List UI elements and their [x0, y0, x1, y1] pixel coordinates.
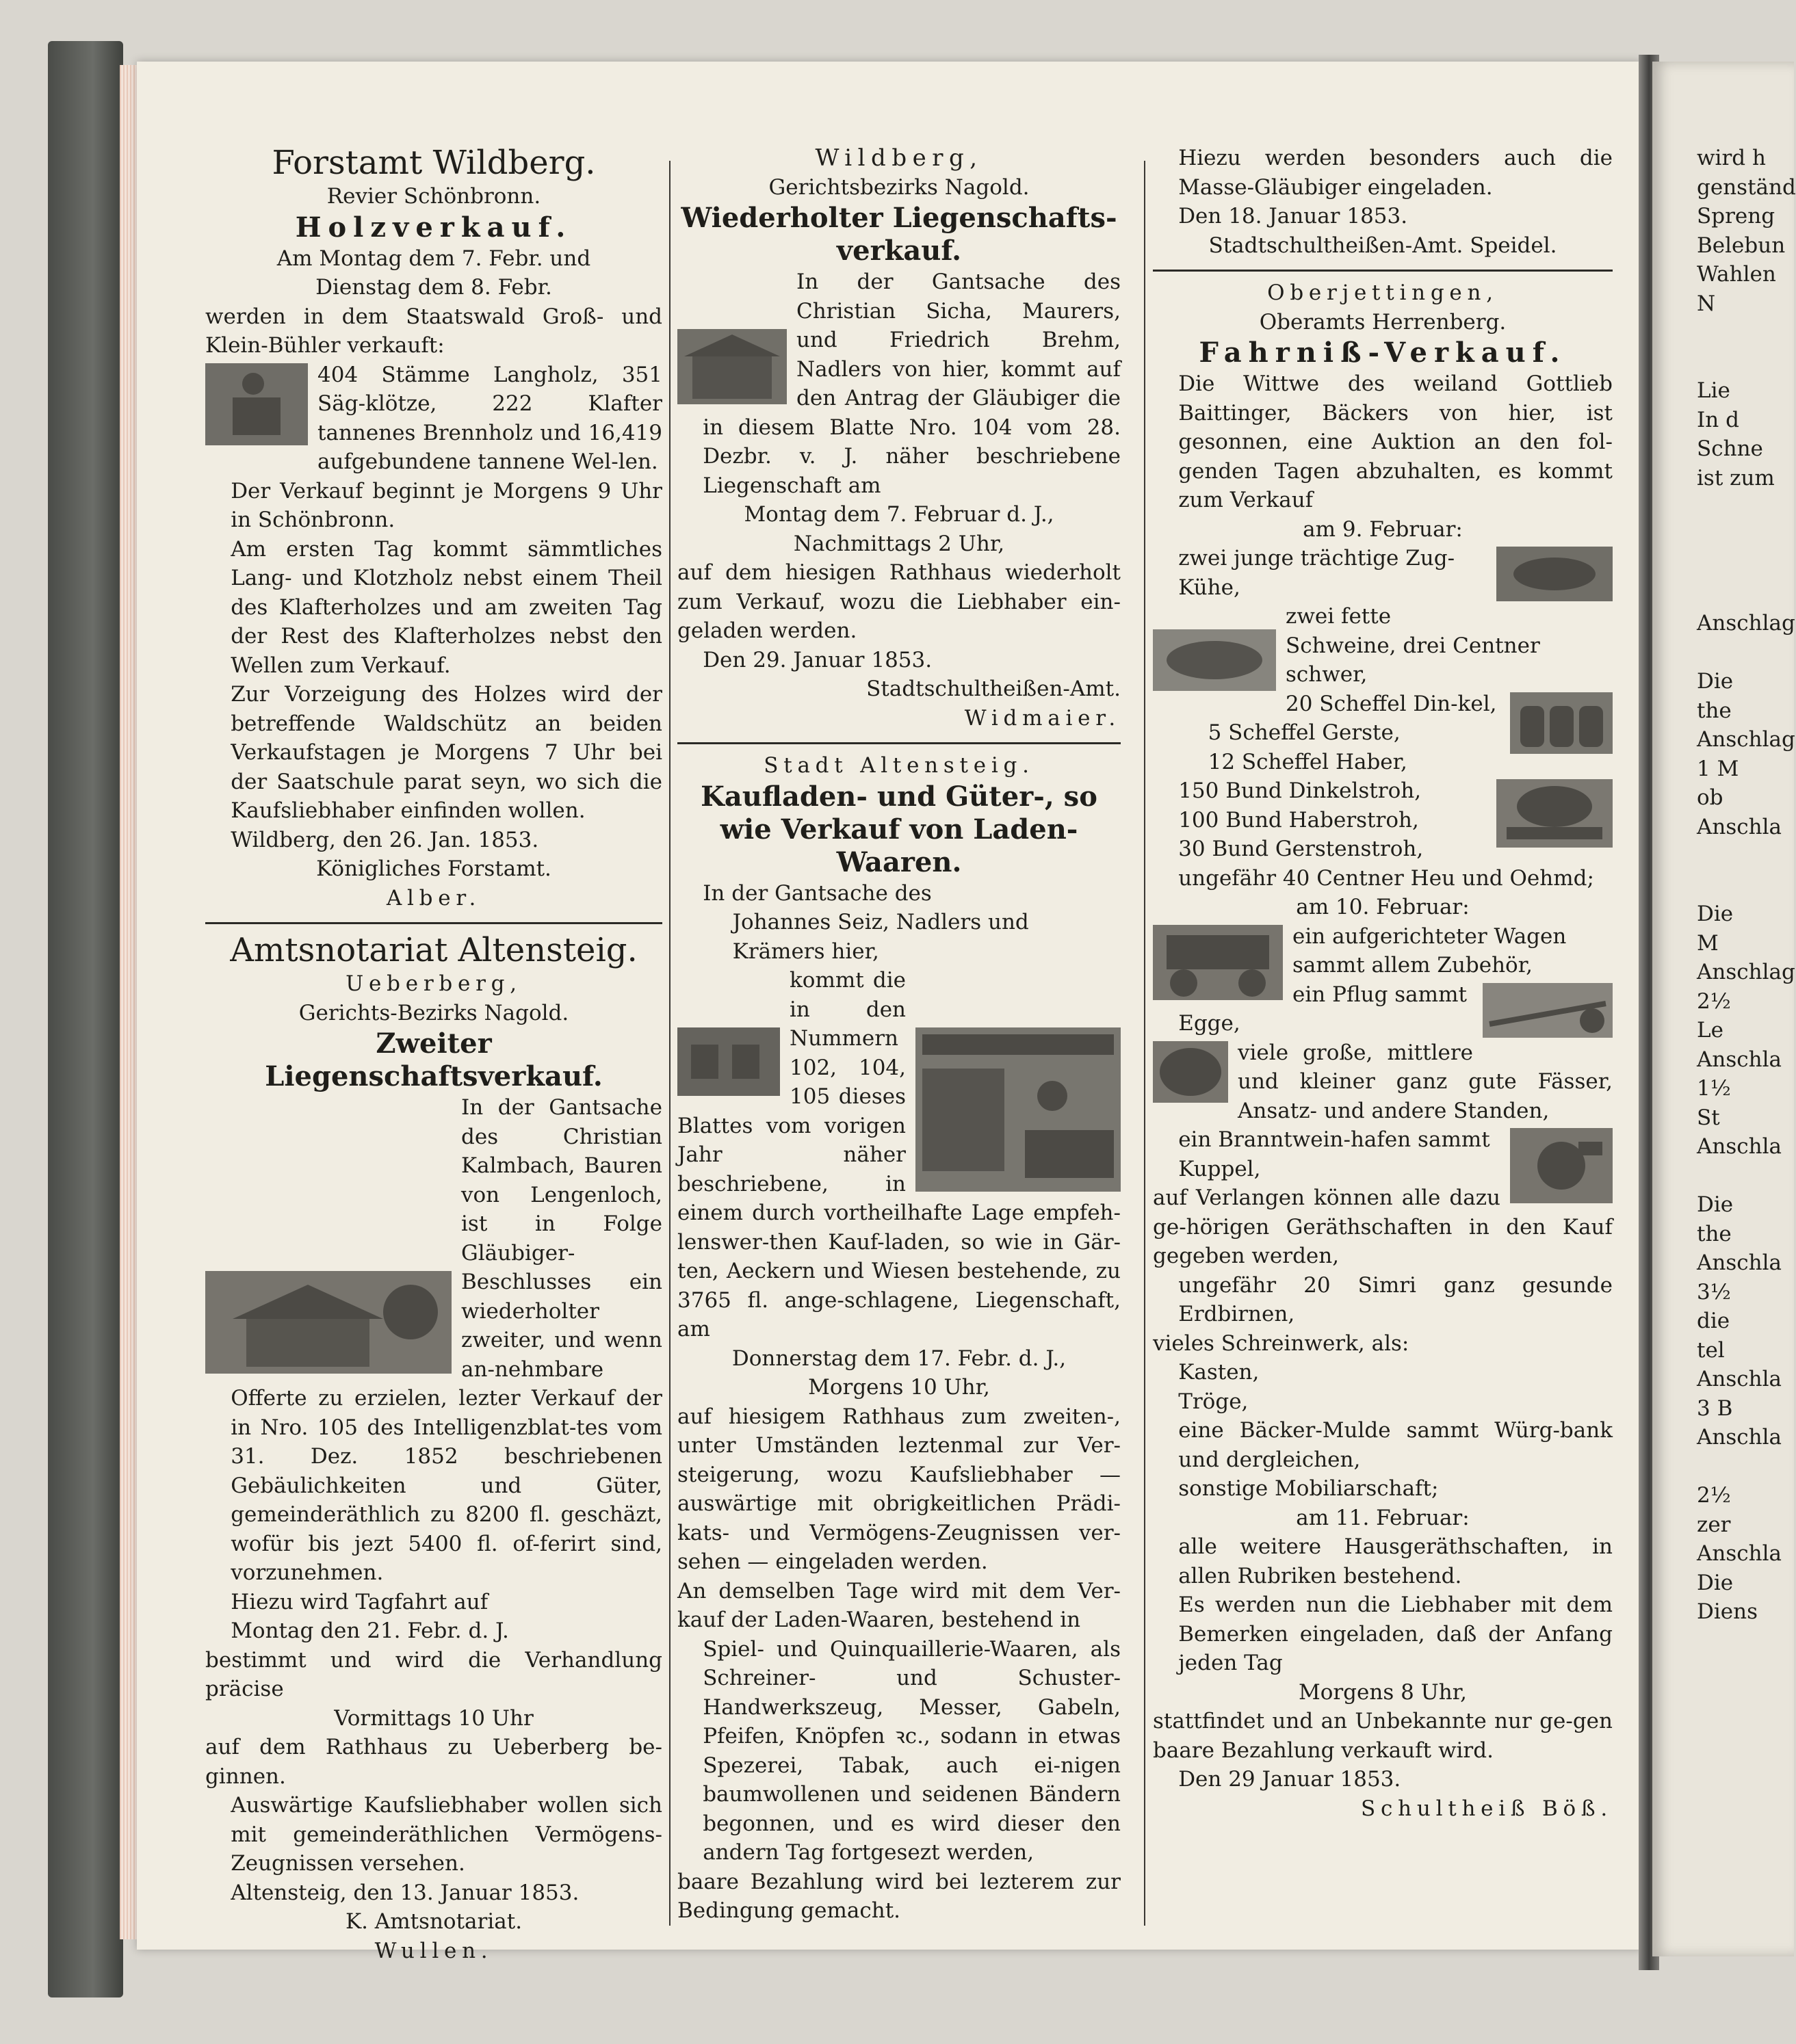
auction-date: Montag dem 7. Februar d. J., — [744, 502, 1054, 527]
facing-page-line: the — [1697, 698, 1732, 723]
goods-item: ein Branntwein-hafen sammt Kuppel, — [1178, 1127, 1490, 1181]
cow-illustration — [1496, 547, 1613, 601]
notice-text: Es werden nun die Liebhaber mit dem Bemerken eingeladen, daß der Anfang jeden Tag — [1178, 1593, 1613, 1675]
goods-item: auf Verlangen können alle dazu ge-hörigen Geräthschaften in den Kauf gegeben werden, — [1153, 1185, 1613, 1268]
auction-time: Nachmittags 2 Uhr, — [793, 531, 1005, 556]
column-2 — [677, 144, 1121, 1922]
goods-item: sonstige Mobiliarschaft; — [1178, 1476, 1439, 1501]
facing-page-line: Anschla — [1697, 1541, 1782, 1566]
farmhouse-illustration — [205, 1271, 452, 1374]
sale-date: Dienstag dem 8. Febr. — [315, 275, 552, 300]
facing-page-line: Le — [1697, 1018, 1723, 1043]
facing-page-line: Anschla — [1697, 814, 1782, 839]
facing-page-line — [1697, 841, 1794, 871]
notice-wildberg-liegenschaft — [677, 144, 1121, 733]
signature: Widmaier. — [964, 705, 1121, 731]
grain-sacks-illustration — [1510, 692, 1613, 754]
facing-page-line: Lie — [1697, 378, 1730, 403]
facing-page-line: Anschla — [1697, 1047, 1782, 1072]
issuing-office: Stadtschultheißen-Amt. Speidel. — [1208, 233, 1557, 258]
notice-place: Stadt Altensteig. — [764, 753, 1034, 778]
notice-text: Die Wittwe des weiland Gottlieb Baittinger, Bäckers von hier, ist gesonnen, eine Auktion an den fol-genden Tagen abzuhalten, es kommt zum Verkauf — [1178, 371, 1613, 512]
column-3 — [1153, 144, 1613, 1922]
facing-page-line: 2½ — [1697, 1483, 1731, 1508]
facing-page-line: Spreng — [1697, 204, 1775, 228]
notice-text: Der Verkauf beginnt je Morgens 9 Uhr in Schönbronn. — [231, 478, 662, 532]
facing-page-line — [1697, 580, 1794, 610]
notice-text: kommt die in den Nummern 102, 104, 105 dieses Blattes vom vorigen Jahr näher beschriebene, in einem durch vortheilhafte Lage empfeh-lenswer-then Kauf-laden, so wie in Gär-ten, Aeckern und Wiesen bestehende, zu 3765 fl. ange-schlagene, Liegenschaft, am — [677, 968, 1121, 1341]
goods-item: ein aufgerichteter Wagen sammt allem Zubehör, — [1292, 923, 1567, 978]
notice-text: Am ersten Tag kommt sämmtliches Lang- und Klotzholz nebst einem Theil des Klafterholzes und am zweiten Tag der Rest des Klafterholzes nebst den Wellen zum Verkauf. — [231, 536, 662, 678]
facing-page-line: In d — [1697, 407, 1739, 432]
facing-page-line: Anschla — [1697, 1250, 1782, 1275]
notice-text: auf dem hiesigen Rathhaus wiederholt zum Verkauf, wozu die Liebhaber ein-geladen werden. — [677, 560, 1121, 643]
notice-date: Den 18. Januar 1853. — [1178, 204, 1408, 228]
still-illustration — [1510, 1128, 1613, 1203]
facing-page-line: Anschlag — [1697, 611, 1795, 636]
facing-page-line: ist zum — [1697, 465, 1775, 490]
facing-page-line: St — [1697, 1105, 1720, 1130]
auction-date: Donnerstag dem 17. Febr. d. J., — [731, 1346, 1067, 1371]
shop-interior-illustration — [915, 1027, 1121, 1192]
notice-text: In der Gantsache des Christian Sicha, Maurers, und Friedrich Brehm, Nadlers von hier, kommt auf den Antrag der Gläubiger die in diesem Blatte Nro. 104 vom 28. Dezbr. v. J. näher beschriebene Liegenschaft am — [703, 270, 1121, 498]
notice-district: Gerichts-Bezirks Nagold. — [298, 1000, 569, 1025]
issuing-office: Stadtschultheißen-Amt. — [866, 677, 1121, 701]
notice-place: Wildberg, — [815, 144, 983, 172]
sale-date: Am Montag dem 7. Febr. und — [276, 246, 591, 271]
notice-district: Oberamts Herrenberg. — [1259, 309, 1507, 335]
facing-page-line: Schne — [1697, 436, 1763, 461]
goods-item: 5 Scheffel Gerste, — [1208, 720, 1401, 745]
notice-text: bestimmt und wird die Verhandlung präcise — [205, 1647, 662, 1701]
notice-title: Amtsnotariat Altensteig. — [230, 931, 638, 969]
facing-page-line: 2½ — [1697, 988, 1731, 1014]
notice-oberjettingen — [1153, 278, 1613, 1823]
column-rule — [669, 161, 671, 1926]
notice-continuation — [1153, 144, 1613, 260]
facing-page-line: Anschlag — [1697, 960, 1795, 984]
notice-subtitle: Revier Schönbronn. — [326, 184, 541, 209]
notice-text: An demselben Tage wird mit dem Ver-kauf der Laden-Waaren, bestehend in — [677, 1578, 1121, 1632]
goods-item: alle weitere Hausgeräthschaften, in allen Rubriken bestehend. — [1178, 1534, 1613, 1588]
facing-page-line: 1½ — [1697, 1076, 1731, 1101]
notice-text: auf dem Rathhaus zu Ueberberg be-ginnen. — [205, 1735, 662, 1789]
facing-page-line: Die — [1697, 1570, 1734, 1595]
auction-time: Vormittags 10 Uhr — [334, 1705, 534, 1731]
notice-stadt-altensteig — [677, 751, 1121, 1926]
signature: Schultheiß Böß. — [1361, 1796, 1613, 1821]
auction-date: Montag den 21. Febr. d. J. — [231, 1619, 509, 1643]
auction-time: Morgens 8 Uhr, — [1298, 1679, 1468, 1705]
signature: Wullen. — [374, 1938, 493, 1963]
goods-item: ein Pflug sammt Egge, — [1178, 982, 1467, 1036]
house-illustration — [677, 329, 787, 404]
haystack-illustration — [1496, 779, 1613, 848]
facing-page-line — [1697, 493, 1794, 522]
notice-text: 404 Stämme Langholz, 351 Säg-klötze, 222 Klafter tannenes Brennholz und 16,419 aufgebundene tannene Wel-len. — [317, 362, 662, 474]
facing-page-line — [1697, 1162, 1794, 1191]
auction-time: Morgens 10 Uhr, — [808, 1375, 990, 1400]
notice-place: Oberjettingen, — [1267, 280, 1498, 305]
notice-text: werden in dem Staatswald Groß- und Klein-Bühler verkauft: — [205, 304, 662, 358]
facing-page-line: wird h — [1697, 146, 1766, 170]
facing-page-line: 3 B — [1697, 1396, 1733, 1421]
barrel-illustration — [1153, 1041, 1228, 1103]
woodcutter-illustration — [205, 363, 308, 445]
facing-page-line: Anschla — [1697, 1367, 1782, 1391]
facing-page-line: tel — [1697, 1337, 1725, 1363]
facing-page-line: Wahlen — [1697, 262, 1776, 287]
goods-item: 12 Scheffel Haber, — [1208, 749, 1407, 774]
notice-text: In der Gantsache des — [703, 880, 932, 906]
facing-page-line: die — [1697, 1309, 1730, 1333]
column-1 — [205, 144, 662, 1963]
facing-page-line — [1697, 1452, 1794, 1482]
facing-page-line: 3½ — [1697, 1279, 1731, 1305]
facing-page-line: N — [1697, 291, 1716, 316]
facing-page-column — [1697, 144, 1794, 1922]
notice-heading: Wiederholter Liegenschafts-verkauf. — [681, 202, 1117, 267]
notice-district: Gerichtsbezirks Nagold. — [768, 174, 1030, 200]
goods-item: eine Bäcker-Mulde sammt Würg-bank und dergleichen, — [1178, 1418, 1613, 1472]
goods-item: Tröge, — [1178, 1389, 1249, 1414]
pig-illustration — [1153, 629, 1276, 691]
notice-place: Ueberberg, — [346, 971, 522, 996]
notice-heading: Kaufladen- und Güter-, so wie Verkauf von Laden-Waaren. — [701, 780, 1097, 878]
wagon-illustration — [1153, 925, 1283, 1000]
sale-day: am 10. Februar: — [1296, 895, 1470, 919]
facing-page-line: Die — [1697, 1192, 1734, 1217]
goods-item: Kasten, — [1178, 1360, 1260, 1385]
notice-text: Hiezu werden besonders auch die Masse-Gläubiger eingeladen. — [1178, 146, 1613, 200]
notice-date: Den 29 Januar 1853. — [1178, 1767, 1401, 1792]
notice-heading: Fahrniß-Verkauf. — [1199, 337, 1567, 369]
facing-page-line — [1697, 871, 1794, 900]
issuing-office: Königliches Forstamt. — [316, 856, 551, 881]
plough-illustration — [1483, 983, 1613, 1038]
sale-day: am 11. Februar: — [1296, 1505, 1470, 1530]
facing-page-line: the — [1697, 1221, 1732, 1246]
facing-page-line — [1697, 551, 1794, 580]
section-divider — [205, 922, 662, 924]
notice-text: In der Gantsache des Christian Kalmbach, Bauren von Lengenloch, ist in Folge Gläubiger-Beschlusses ein wiederholter zweiter, und wenn an-nehmbare Offerte zu erzielen, lezter Verkauf der in Nro. 105 des Intelligenzblat-tes vom 31. Dez. 1852 beschriebenen Gebäulichkeiten und Güter, gemeinderäthlich zu 8200 fl. geschäzt, wofür bis jezt 5400 fl. of-ferirt sind, vorzunehmen. — [231, 1095, 662, 1585]
column-rule — [1144, 161, 1145, 1926]
facing-page-fragments — [1697, 144, 1794, 1627]
facing-page-line — [1697, 318, 1794, 348]
notice-text: Zur Vorzeigung des Holzes wird der betreffende Waldschütz an beiden Verkaufstagen je Morgens 7 Uhr bei der Saatschule parat seyn, wo sich die Kaufsliebhaber einfinden wollen. — [231, 682, 662, 823]
facing-page-line: Anschla — [1697, 1134, 1782, 1159]
issuing-office: K. Amtsnotariat. — [345, 1909, 523, 1934]
goods-item: 150 Bund Dinkelstroh, — [1178, 778, 1422, 803]
goods-item: viele große, mittlere und kleiner ganz gute Fässer, Ansatz- und andere Standen, — [1238, 1040, 1613, 1123]
goods-item: zwei fette Schweine, drei Centner schwer, — [1286, 604, 1540, 687]
notice-heading: Holzverkauf. — [295, 211, 573, 244]
facing-page-line: Anschla — [1697, 1425, 1782, 1450]
notice-date: Den 29. Januar 1853. — [703, 647, 933, 672]
goods-item: vieles Schreinwerk, als: — [1153, 1331, 1409, 1356]
notice-text: Hiezu wird Tagfahrt auf — [231, 1589, 489, 1614]
goods-item: ungefähr 40 Centner Heu und Oehmd; — [1178, 865, 1594, 891]
place-date: Altensteig, den 13. Januar 1853. — [231, 1880, 580, 1905]
facing-page-line: ob — [1697, 785, 1723, 810]
notice-text: stattfindet und an Unbekannte nur ge-gen baare Bezahlung verkauft wird. — [1153, 1709, 1613, 1763]
place-date: Wildberg, den 26. Jan. 1853. — [231, 827, 539, 852]
notice-text: auf hiesigem Rathhaus zum zweiten-, unter Umständen leztenmal zur Ver-steigerung, wozu Kaufsliebhaber — auswärtige mit obrigkeitlichen Prädi-kats- und Vermögens-Zeugnissen ver-sehen — eingeladen werden. — [677, 1404, 1121, 1574]
storefront-illustration — [677, 1027, 780, 1096]
goods-item: 100 Bund Haberstroh, — [1178, 807, 1419, 833]
facing-page-line: M — [1697, 930, 1719, 956]
notice-amtsnotariat-altensteig — [205, 931, 662, 1965]
notice-text: baare Bezahlung wird bei lezterem zur Bedingung gemacht. — [677, 1869, 1121, 1923]
facing-page-line: Die — [1697, 669, 1734, 694]
notice-heading: Zweiter Liegenschaftsverkauf. — [265, 1027, 603, 1092]
facing-page-line: zer — [1697, 1512, 1731, 1537]
goods-list: Spiel- und Quinquaillerie-Waaren, als Schreiner- und Schuster-Handwerkszeug, Messer, Gabeln, Pfeifen, Knöpfen ꝛc., sodann in etwas Spezerei, Tabak, auch ei-nigen baumwollenen und seidenen Bändern begonnen, und es wird dieser den andern Tag fortgesezt werden, — [703, 1636, 1121, 1865]
facing-page-line — [1697, 348, 1794, 377]
facing-page-line: 1 M — [1697, 756, 1739, 781]
notice-forstamt-wildberg — [205, 144, 662, 913]
facing-page-line: Die — [1697, 902, 1734, 926]
facing-page-line: genständ — [1697, 174, 1796, 200]
goods-item: ungefähr 20 Simri ganz gesunde Erdbirnen, — [1178, 1272, 1613, 1326]
facing-page-line — [1697, 522, 1794, 551]
section-divider — [1153, 270, 1613, 272]
facing-page-line: Belebun — [1697, 233, 1786, 258]
goods-item: 30 Bund Gerstenstroh, — [1178, 837, 1424, 861]
facing-page-line: Anschlag — [1697, 727, 1795, 752]
sale-day: am 9. Februar: — [1303, 516, 1463, 542]
notice-text: Johannes Seiz, Nadlers und Krämers hier, — [732, 910, 1029, 964]
goods-item: zwei junge trächtige Zug-Kühe, — [1178, 546, 1455, 600]
section-divider — [677, 742, 1121, 744]
book-binding — [48, 41, 123, 1997]
signature: Alber. — [386, 885, 482, 910]
facing-page-line — [1697, 638, 1794, 668]
goods-item: 20 Scheffel Din-kel, — [1286, 691, 1497, 716]
notice-title: Forstamt Wildberg. — [272, 144, 596, 182]
facing-page-line: Diens — [1697, 1599, 1758, 1624]
notice-text: Auswärtige Kaufsliebhaber wollen sich mit gemeinderäthlichen Vermögens-Zeugnissen versehen. — [231, 1793, 662, 1876]
